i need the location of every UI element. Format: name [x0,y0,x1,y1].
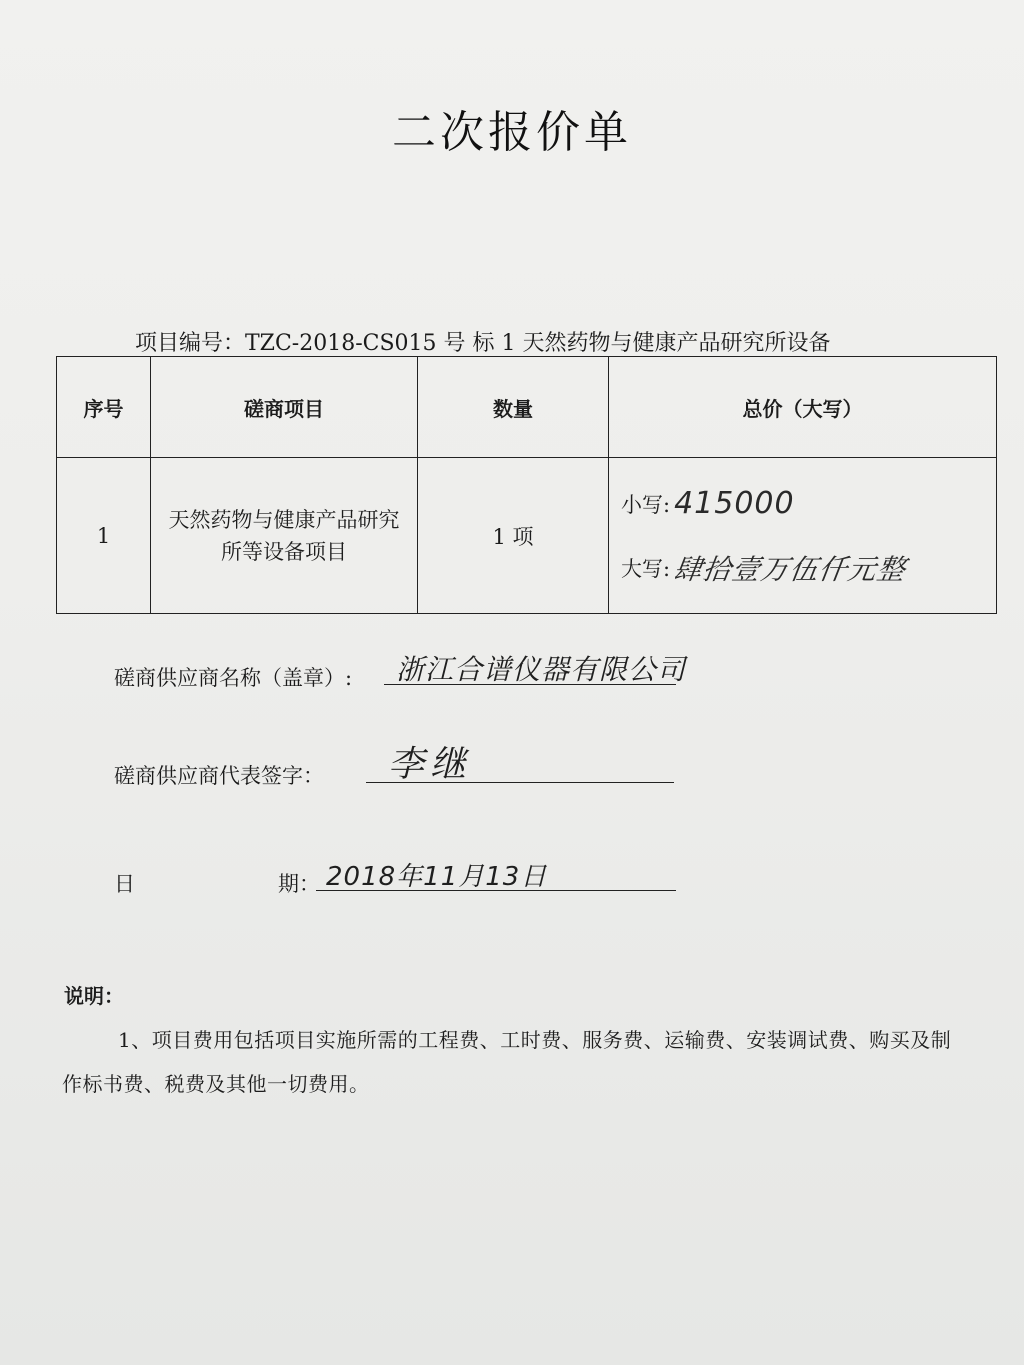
supplier-label: 磋商供应商名称（盖章）: [114,666,353,690]
supplier-value: 浙江合谱仪器有限公司 [396,653,687,686]
date-label-day: 日 [114,872,135,896]
date-label-period: 期： [278,872,320,896]
representative-label: 磋商供应商代表签字： [114,764,324,788]
total-small-value: 415000 [674,486,795,521]
header-index: 序号 [57,357,151,458]
table-row [57,458,997,614]
representative-signature: 李继 [388,744,473,785]
quote-table [56,356,997,614]
header-quantity: 数量 [418,357,609,458]
row-total [609,458,997,614]
row-index: 1 [57,458,151,614]
date-value: 2018年11月13日 [326,862,548,892]
row-quantity: 1 项 [418,458,609,614]
total-big-label: 大写: [621,556,671,581]
row-item-text: 天然药物与健康产品研究所等设备项目 [168,507,400,564]
header-item: 磋商项目 [151,357,418,458]
notes-title: 说明： [64,984,124,1008]
project-number-line: 项目编号：TZC-2018-CS015 号 标 1 天然药物与健康产品研究所设备 [135,331,831,356]
notes-text: 1、项目费用包括项目实施所需的工程费、工时费、服务费、运输费、安装调试费、购买及制作标书费、税费及其他一切费用。 [62,1028,952,1096]
total-big-value: 肆拾壹万伍仟元整 [671,552,909,586]
header-total: 总价（大写） [609,357,997,458]
total-big-row [621,536,996,600]
row-item [151,458,418,614]
document-title: 二次报价单 [392,107,632,158]
total-small-label: 小写: [621,492,671,517]
total-small-row [621,472,996,536]
table-header-row [57,357,997,458]
